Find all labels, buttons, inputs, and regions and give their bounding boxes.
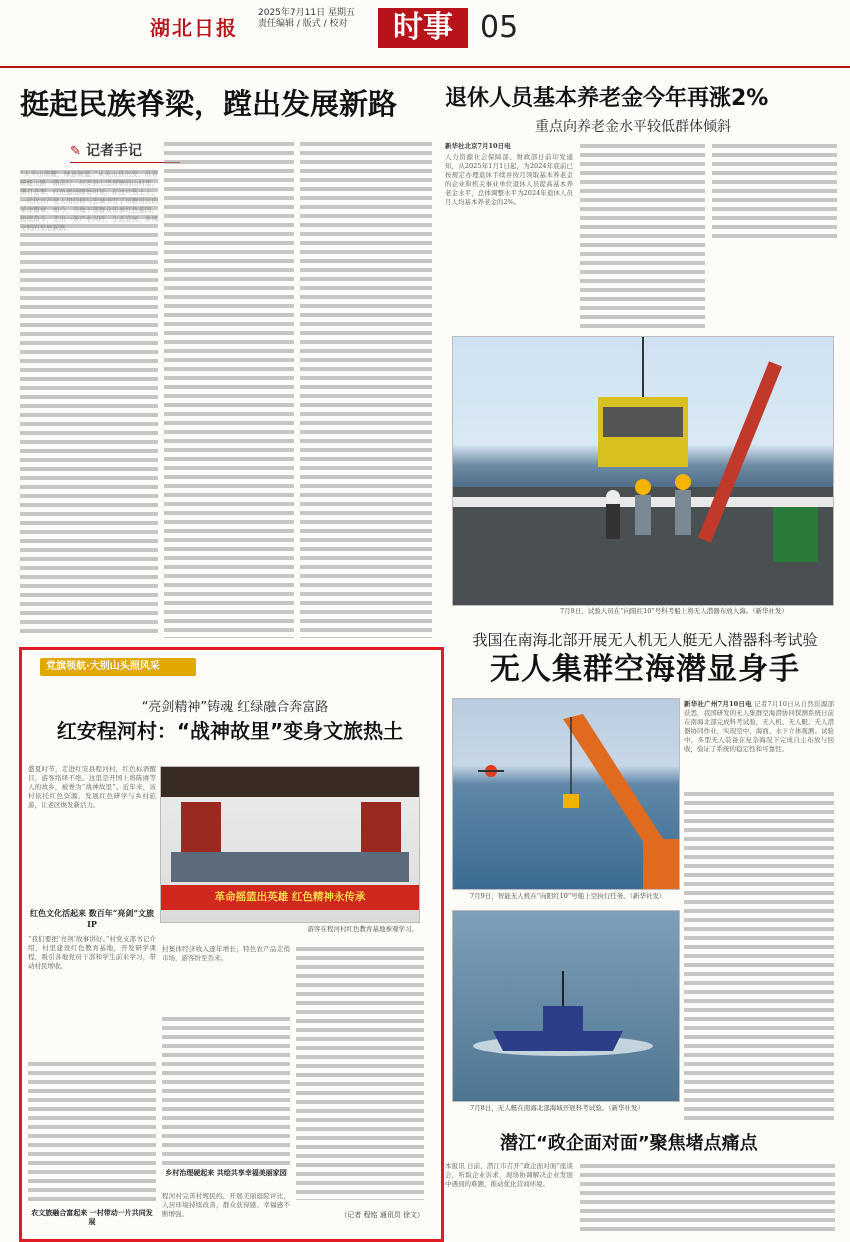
crane-illustration <box>453 699 679 889</box>
feature-byline: （记者 程铭 通讯员 徐文） <box>340 1211 424 1219</box>
feature-headline: 红安程河村：“战神故里”变身文旅热土 <box>56 719 404 743</box>
feature-subhead-3: 农文旅融合富起来 一村带动一片共同发展 <box>31 1208 153 1226</box>
pension-col2-lines <box>580 142 705 332</box>
feature-col2-lines <box>162 1015 290 1165</box>
masthead <box>0 0 850 72</box>
lead-body-col3-lines <box>300 140 432 638</box>
feature-subhead-1: 红色文化活起来 数百年“亮剑”文旅IP <box>30 908 154 929</box>
newspaper-logo: 湖北日报 <box>150 16 238 40</box>
vessel-illustration <box>453 337 833 605</box>
lead-headline: 挺起民族脊梁，蹚出发展新路 <box>20 87 398 121</box>
issue-date <box>258 8 355 30</box>
feature-col3-lines <box>296 945 424 1200</box>
unmanned-boat-photo <box>452 910 680 1102</box>
boat-photo-caption: 7月8日，无人艇在南海北部海域开展科考试验。（新华社发） <box>470 1104 645 1112</box>
qianjiang-body: 本报讯 日前，潜江市召开“政企面对面”座谈会，听取企业诉求，现场协调解决企业发展中遇到的难题，推动优化营商环境。 <box>445 1162 573 1188</box>
drone-crane-photo <box>452 698 680 890</box>
feature-photo <box>160 766 420 923</box>
unmanned-kicker: 我国在南海北部开展无人机无人艇无人潜器科考试验 <box>472 631 818 649</box>
feature-photo-caption: 游客在程河村红色教育基地参观学习。 <box>307 925 418 933</box>
page-number: 05 <box>480 10 519 45</box>
pension-col3-lines <box>712 142 837 242</box>
photo-banner-text: 革命摇篮出英雄 红色精神永传承 <box>214 891 366 903</box>
pen-icon: ✎ <box>70 144 81 159</box>
qianjiang-body-lines <box>580 1162 835 1232</box>
feature-body-3: 村集体经济收入逐年增长，特色农产品走俏市场，游客纷至沓来。 <box>162 945 290 962</box>
feature-body-2: 程河村完善村规民约，开展美丽庭院评比，人居环境持续改善，群众获得感、幸福感不断增强。 <box>162 1192 290 1218</box>
column-tag-label: 记者手记 <box>86 143 142 159</box>
masthead-divider <box>0 66 850 68</box>
pension-subhead: 重点向养老金水平较低群体倾斜 <box>535 119 731 135</box>
date-line-1: 2025年7月11日 星期五 <box>258 8 355 18</box>
pension-dateline: 新华社北京7月10日电 <box>445 142 511 150</box>
pension-body: 人力资源社会保障部、财政部日前印发通知，从2025年1月1日起，为2024年底前已按规定办理退休手续并按月领取基本养老金的企业和机关事业单位退休人员提高基本养老金水平，总体调整水平为2024年退休人员月人均基本养老金的2%。 <box>445 153 573 206</box>
feature-kicker: “亮剑精神”铸魂 红绿融合奔富路 <box>141 700 329 715</box>
qianjiang-headline: 潜江“政企面对面”聚焦堵点痛点 <box>500 1133 758 1154</box>
section-label: 时事 <box>378 8 468 48</box>
unmanned-body-lines <box>684 790 834 1120</box>
research-vessel-photo <box>452 336 834 606</box>
feature-col1-lines <box>28 1060 156 1205</box>
feature-intro: 盛夏时节，走进红安县程河村，红色标语醒目，游客络绎不绝。这里是开国上将陈赓等人的故乡，被誉为“战神故里”。近年来，该村依托红色资源，发展红色研学与乡村旅游，让老区焕发新活力。 <box>28 765 156 809</box>
unmanned-body-text: 记者7月10日从自然资源部获悉，我国研发的无人集群空海潜协同探测系统日前在南海北部完成科考试验，无人机、无人艇、无人潜器协同作业，实现空中、海面、水下立体观测。试验中，多型无人装备在复杂海况下完成自主布放与回收，验证了系统的稳定性和可靠性。 <box>684 700 834 753</box>
vessel-photo-caption: 7月8日，试验人员在“向阳红10”号科考船上将无人潜器布放入海。（新华社发） <box>560 607 788 615</box>
feature-banner: 党旗领航·大别山头照风采 <box>40 658 196 676</box>
boat-illustration <box>453 911 679 1101</box>
lead-body-col1-lines <box>20 168 158 638</box>
pension-headline: 退休人员基本养老金今年再涨2% <box>445 86 769 111</box>
unmanned-headline: 无人集群空海潜显身手 <box>490 652 800 687</box>
drone-photo-caption: 7月9日，智能无人机在“向阳红10”号船上空执行任务。（新华社发） <box>470 892 666 900</box>
feature-body-1: “我们要把‘亮剑’故事讲好。”村党支部书记介绍，村里建设红色教育基地，开发研学课程，吸引各地党员干部和学生前来学习，带动村民增收。 <box>28 935 156 970</box>
feature-subhead-2: 乡村治理硬起来 共绘共享幸福美丽家园 <box>165 1168 287 1177</box>
date-line-2: 责任编辑 / 版式 / 校对 <box>258 19 348 29</box>
lead-body-col2-lines <box>164 140 294 638</box>
unmanned-dateline: 新华社广州7月10日电 <box>684 700 752 708</box>
